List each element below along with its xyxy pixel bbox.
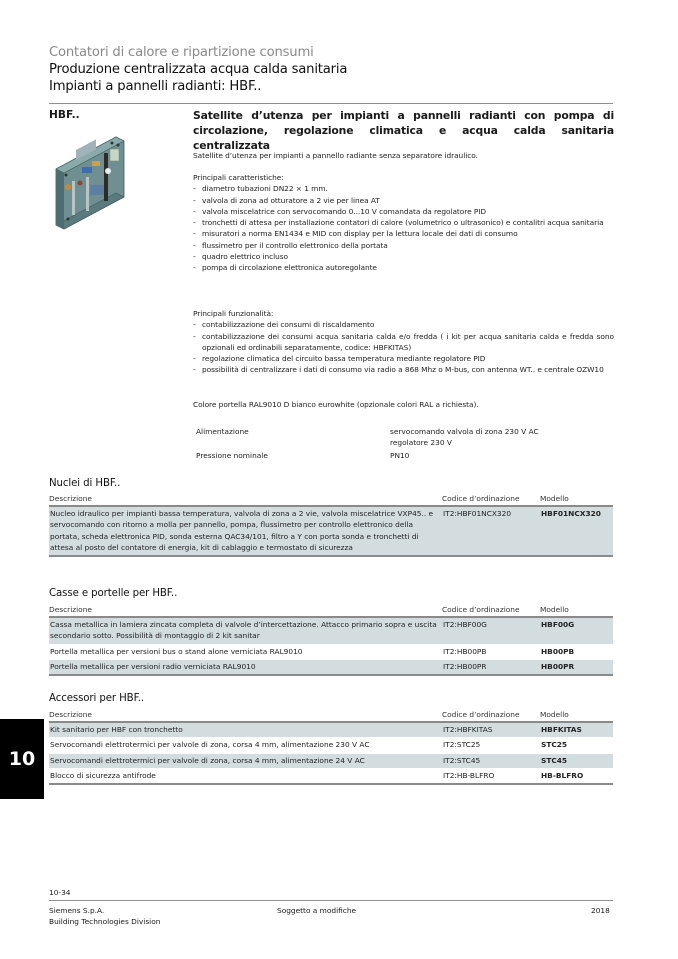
feature-item: - quadro elettrico incluso [193,251,614,262]
row-model: HB00PB [540,644,613,659]
row-code: IT2:STC45 [442,753,540,768]
footer-notice: Soggetto a modifiche [277,906,357,915]
col-header-description: Descrizione [49,709,442,722]
col-header-description: Descrizione [49,604,442,617]
feature-item: - valvola miscelatrice con servocomando 0...10 V comandata da regolatore PID [193,206,614,217]
row-code: IT2:HB00PR [442,659,540,675]
header-category: Contatori di calore e ripartizione consumi [49,45,314,60]
col-header-code: Codice d’ordinazione [442,493,540,506]
table-row [49,506,613,556]
row-description: Cassa metallica in lamiera zincata completa di valvole d’intercettazione. Attacco primario sopra e uscita secondario sotto. Possibilità di montaggio di 2 kit sanitar [49,617,442,644]
row-description: Kit sanitario per HBF con tronchetto [49,722,442,738]
table-row [49,722,613,738]
table-casse [49,604,613,676]
function-item: - contabilizzazione dei consumi di riscaldamento [193,319,614,330]
section-title-accessori: Accessori per HBF.. [49,693,144,704]
function-item: - contabilizzazione dei consumi acqua sanitaria calda e/o fredda ( i kit per acqua sanitaria calda e fredda sono opzionali ed ordinabili separatamente, codice: HBFKITAS) [193,331,614,354]
row-model: HB-BLFRO [540,768,613,784]
spec-value-pressione: PN10 [390,451,410,460]
row-description: Portella metallica per versioni radio verniciata RAL9010 [49,659,442,675]
product-title: Satellite d’utenza per impianti a pannelli radianti con pompa di circolazione, regolazione climatica e acqua calda sanitaria centralizzata [193,109,614,152]
table-accessori [49,709,613,785]
table-row [49,738,613,753]
row-code: IT2:STC25 [442,738,540,753]
feature-item: - misuratori a norma EN1434 e MID con display per la lettura locale dei dati di consumo [193,228,614,239]
table-row [49,753,613,768]
col-header-code: Codice d’ordinazione [442,709,540,722]
col-header-model: Modello [540,493,613,506]
company-name: Siemens S.p.A. [49,906,105,915]
features-list [193,183,614,273]
product-satellite-unit-image [46,131,156,231]
function-item: - possibilità di centralizzare i dati di consumo via radio a 868 Mhz o M-bus, con antenna WT.. e centrale OZW10 [193,364,614,375]
functions-heading: Principali funzionalità: [193,309,274,318]
feature-item: - tronchetti di attesa per installazione contatori di calore (volumetrico o ultrasonico) e contalitri acqua sanitaria [193,217,614,228]
functions-list [193,319,614,375]
section-title-casse: Casse e portelle per HBF.. [49,588,178,599]
row-code: IT2:HBF01NCX320 [442,506,540,556]
features-heading: Principali caratteristiche: [193,173,284,182]
row-model: HBF00G [540,617,613,644]
color-note [193,399,614,410]
product-code: HBF.. [49,109,80,121]
feature-item: - pompa di circolazione elettronica autoregolante [193,262,614,273]
color-note-text: Colore portella RAL9010 D bianco eurowhite (opzionale colori RAL a richiesta). [193,400,479,409]
feature-item: - diametro tubazioni DN22 × 1 mm. [193,183,614,194]
page-title-line2: Impianti a pannelli radianti: HBF.. [49,79,262,94]
row-code: IT2:HBFKITAS [442,722,540,738]
row-description: Portella metallica per versioni bus o stand alone verniciata RAL9010 [49,644,442,659]
row-model: HBFKITAS [540,722,613,738]
header-divider [49,103,613,104]
spec-label-pressione: Pressione nominale [196,451,268,460]
spec-label-alimentazione: Alimentazione [196,427,249,436]
features-block [193,172,614,274]
row-model: HBF01NCX320 [540,506,613,556]
section-title-nuclei: Nuclei di HBF.. [49,478,121,489]
intro-text: Satellite d’utenza per impianti a pannello radiante senza separatore idraulico. [193,151,478,160]
table-row [49,617,613,644]
row-model: STC45 [540,753,613,768]
table-row [49,768,613,784]
row-description: Nucleo idraulico per impianti bassa temperatura, valvola di zona a 2 vie, valvola miscelatrice VXP45.. e servocomando con ritorno a molla per pannello, pompa, flussimetro per controllo elettronico della portata, scheda elettronica PID, sonda esterna QAC34/101, filtro a Y con porta sonda e tronchetti di attesa al posto del contatore di energia, kit di cablaggio e termostato di sicurezza [49,506,442,556]
row-code: IT2:HBF00G [442,617,540,644]
row-code: IT2:HB-BLFRO [442,768,540,784]
company-division: Building Technologies Division [49,916,161,926]
feature-item: - valvola di zona ad otturatore a 2 vie per linea AT [193,195,614,206]
col-header-code: Codice d’ordinazione [442,604,540,617]
chapter-tab: 10 [0,719,44,799]
table-row [49,659,613,675]
row-model: HB00PR [540,659,613,675]
table-row [49,644,613,659]
row-description: Blocco di sicurezza antifrode [49,768,442,784]
product-intro [193,150,614,161]
table-nuclei [49,493,613,557]
row-description: Servocomandi elettrotermici per valvole di zona, corsa 4 mm, alimentazione 24 V AC [49,753,442,768]
col-header-description: Descrizione [49,493,442,506]
function-item: - regolazione climatica del circuito bassa temperatura mediante regolatore PID [193,353,614,364]
footer-company [49,906,160,927]
feature-item: - flussimetro per il controllo elettronico della portata [193,240,614,251]
col-header-model: Modello [540,709,613,722]
row-model: STC25 [540,738,613,753]
page-title-line1: Produzione centralizzata acqua calda sanitaria [49,62,348,77]
col-header-model: Modello [540,604,613,617]
spec-value-alimentazione-1: servocomando valvola di zona 230 V AC [390,427,539,436]
row-code: IT2:HB00PB [442,644,540,659]
row-description: Servocomandi elettrotermici per valvole di zona, corsa 4 mm, alimentazione 230 V AC [49,738,442,753]
footer-divider [49,900,613,901]
footer-year: 2018 [591,906,610,915]
spec-value-alimentazione-2: regolatore 230 V [390,438,452,447]
functions-block [193,308,614,376]
page-number: 10-34 [49,888,71,897]
